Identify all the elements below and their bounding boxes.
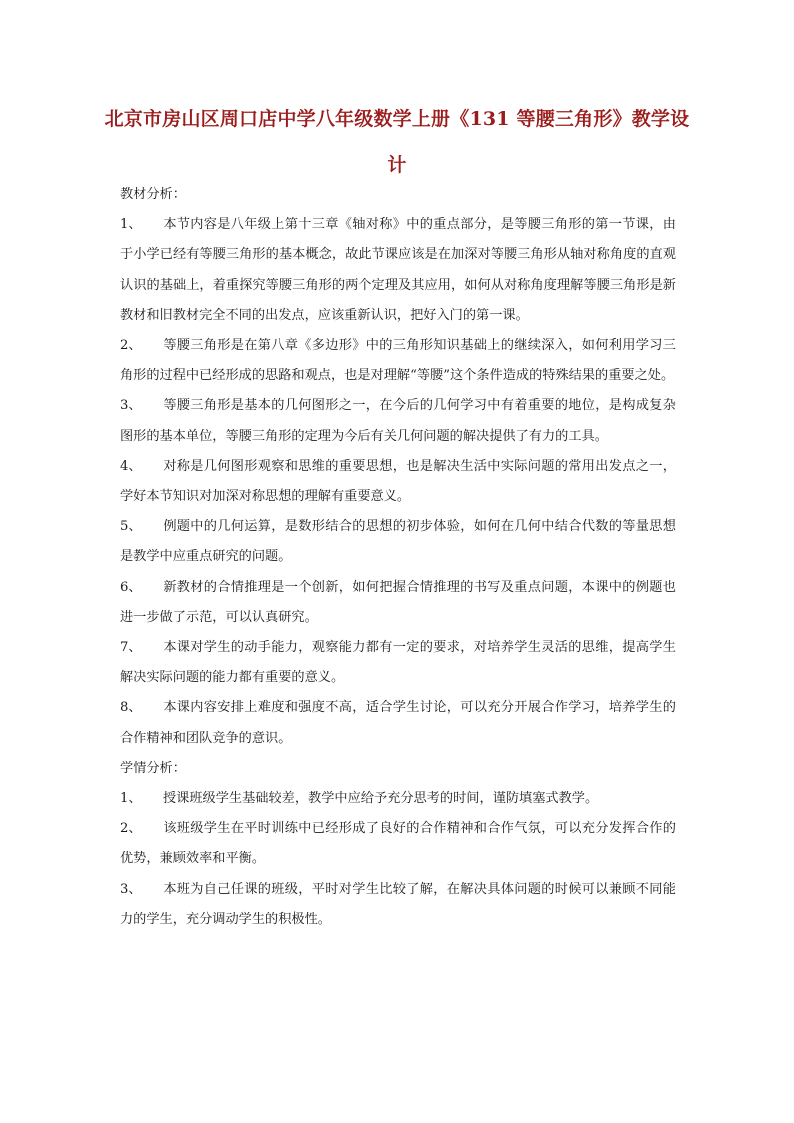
item-number: 3、 — [120, 398, 142, 414]
item-text: 新教材的合情推理是一个创新，如何把握合情推理的书写及重点问题，本课中的例题也进一步做了示范，可以认真研究。 — [120, 579, 676, 625]
title-line-2: 计 — [387, 154, 407, 176]
section-heading-textbook-analysis: 教材分析： — [120, 187, 186, 202]
item-number: 4、 — [120, 458, 142, 474]
item-number: 2、 — [120, 821, 142, 837]
list-item — [120, 573, 676, 633]
list-item — [120, 784, 676, 814]
list-item — [120, 331, 676, 391]
document-body — [120, 180, 676, 935]
item-text: 本节内容是八年级上第十三章《轴对称》中的重点部分，是等腰三角形的第一节课，由于小学已经有等腰三角形的基本概念，故此节课应该是在加深对等腰三角形从轴对称角度的直观认识的基础上，着重探究等腰三角形的两个定理及其应用，如何从对称角度理解等腰三角形是新教材和旧教材完全不同的出发点，应该重新认识，把好入门的第一课。 — [120, 217, 676, 323]
item-number: 5、 — [120, 519, 142, 535]
item-text: 授课班级学生基础较差，教学中应给予充分思考的时间，谨防填塞式教学。 — [163, 791, 599, 807]
document-title — [104, 96, 690, 188]
item-number: 8、 — [120, 700, 142, 716]
list-item — [120, 512, 676, 572]
list-item — [120, 391, 676, 451]
list-item — [120, 875, 676, 935]
item-number: 7、 — [120, 640, 142, 656]
item-number: 2、 — [120, 338, 142, 354]
title-line-1: 北京市房山区周口店中学八年级数学上册《131 等腰三角形》教学设 — [104, 108, 690, 130]
item-number: 1、 — [120, 791, 142, 807]
item-text: 对称是几何图形观察和思维的重要思想，也是解决生活中实际问题的常用出发点之一，学好本节知识对加深对称思想的理解有重要意义。 — [120, 458, 676, 505]
list-item — [120, 693, 676, 753]
item-text: 该班级学生在平时训练中已经形成了良好的合作精神和合作气氛，可以充分发挥合作的优势，兼顾效率和平衡。 — [120, 821, 676, 867]
item-text: 本课对学生的动手能力，观察能力都有一定的要求，对培养学生灵活的思维，提高学生解决实际问题的能力都有重要的意义。 — [120, 640, 676, 686]
item-number: 3、 — [120, 881, 142, 897]
item-number: 6、 — [120, 579, 142, 595]
list-item — [120, 633, 676, 693]
item-text: 例题中的几何运算，是数形结合的思想的初步体验，如何在几何中结合代数的等量思想是教学中应重点研究的问题。 — [120, 519, 676, 565]
item-text: 本课内容安排上难度和强度不高，适合学生讨论，可以充分开展合作学习，培养学生的合作精神和团队竞争的意识。 — [120, 700, 676, 746]
item-text: 等腰三角形是基本的几何图形之一，在今后的几何学习中有着重要的地位，是构成复杂图形的基本单位，等腰三角形的定理为今后有关几何问题的解决提供了有力的工具。 — [120, 398, 676, 444]
section-heading-student-analysis: 学情分析： — [120, 760, 186, 776]
list-item — [120, 452, 676, 512]
item-text: 本班为自己任课的班级，平时对学生比较了解，在解决具体问题的时候可以兼顾不同能力的学生，充分调动学生的积极性。 — [120, 881, 676, 927]
item-number: 1、 — [120, 217, 142, 233]
list-item — [120, 210, 676, 331]
item-text: 等腰三角形是在第八章《多边形》中的三角形知识基础上的继续深入，如何利用学习三角形的过程中已经形成的思路和观点，也是对理解“等腰”这个条件造成的特殊结果的重要之处。 — [120, 338, 676, 384]
list-item — [120, 814, 676, 874]
